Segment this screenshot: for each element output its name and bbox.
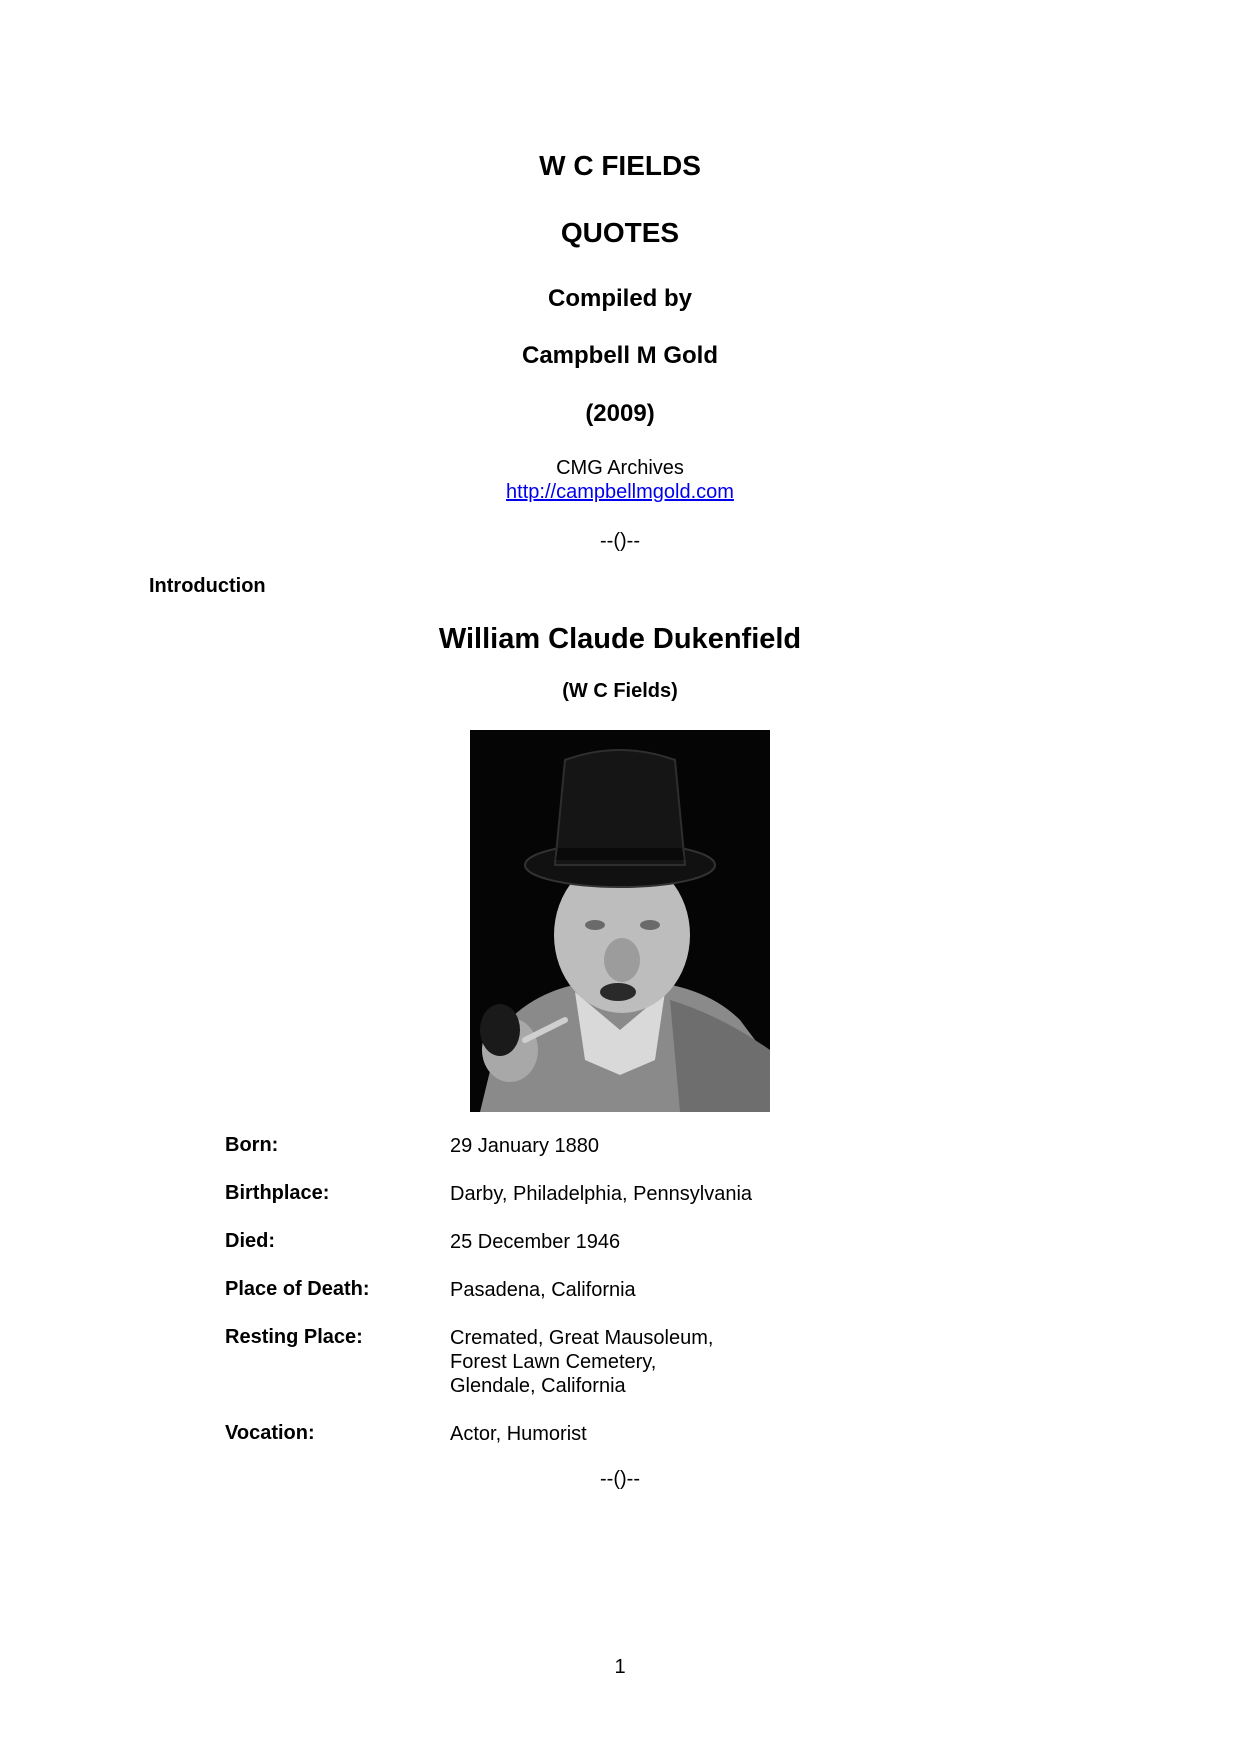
introduction-heading: Introduction (149, 575, 266, 597)
fact-label: Birthplace: (225, 1182, 330, 1204)
fact-row-place-of-death (225, 1278, 925, 1326)
fact-label: Died: (225, 1230, 275, 1252)
aka-name: (W C Fields) (562, 680, 678, 702)
compiled-by-label: Compiled by (547, 285, 692, 312)
fact-value: 29 January 1880 (450, 1135, 600, 1157)
fact-row-resting-place (225, 1326, 925, 1422)
fact-label: Born: (225, 1134, 279, 1156)
fact-label: Resting Place: (225, 1326, 363, 1348)
fact-value: 25 December 1946 (450, 1231, 621, 1253)
document-title: W C FIELDS (539, 150, 701, 181)
document-subtitle: QUOTES (560, 217, 680, 248)
fact-row-born (225, 1134, 925, 1182)
archive-link[interactable]: http://campbellmgold.com (506, 481, 734, 503)
fact-label: Place of Death: (225, 1278, 370, 1300)
fact-value: Darby, Philadelphia, Pennsylvania (450, 1183, 753, 1205)
portrait-illustration (470, 730, 770, 1112)
fact-value: Actor, Humorist (450, 1423, 587, 1445)
biography-facts (225, 1134, 925, 1470)
closing-divider: --()-- (600, 1468, 640, 1490)
fact-value: Pasadena, California (450, 1279, 636, 1301)
fact-row-birthplace (225, 1182, 925, 1230)
page-number: 1 (614, 1656, 626, 1678)
full-name-heading: William Claude Dukenfield (438, 623, 802, 655)
fact-row-vocation (225, 1422, 925, 1470)
portrait-photo (470, 730, 770, 1112)
year: (2009) (585, 400, 655, 427)
fact-label: Vocation: (225, 1422, 315, 1444)
fact-row-died (225, 1230, 925, 1278)
author-name: Campbell M Gold (521, 342, 718, 369)
section-divider: --()-- (600, 530, 640, 552)
archive-link-row (0, 481, 1240, 504)
archive-name: CMG Archives (556, 457, 684, 479)
fact-value: Cremated, Great Mausoleum, Forest Lawn Cemetery, Glendale, California (450, 1327, 714, 1397)
